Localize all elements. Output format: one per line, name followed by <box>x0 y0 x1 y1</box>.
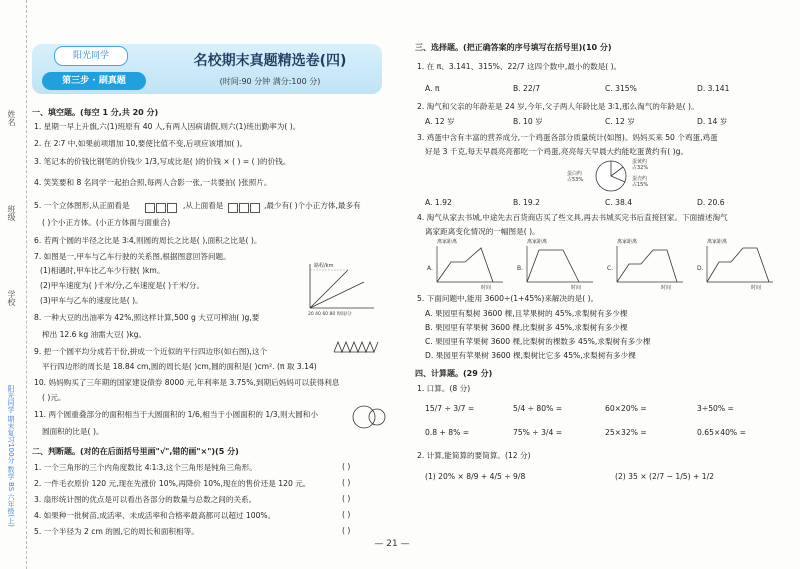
choice-1-d[interactable]: D. 3.141 <box>697 84 730 93</box>
judge-2-paren[interactable]: ( ) <box>342 478 351 487</box>
question-7-c: (3)甲车与乙车的速度比是( )。 <box>40 296 143 305</box>
oral-5: 0.8 + 8% = <box>425 428 470 437</box>
calc-oral: 1. 口算。(8 分) <box>417 384 471 393</box>
section-calc: 四、计算题。(29 分) <box>415 369 493 378</box>
judge-5: 5. 一个半径为 2 cm 的圆,它的周长和面积相等。 <box>34 527 199 536</box>
svg-text:D.: D. <box>697 265 704 272</box>
choice-2-b[interactable]: B. 10 岁 <box>513 117 543 126</box>
graph-b[interactable] <box>517 238 593 291</box>
judge-3-paren[interactable]: ( ) <box>342 494 351 503</box>
calc-simplify: 2. 计算,能简算的要简算。(12 分) <box>417 451 531 460</box>
pie-label-yolk-pct: 占32% <box>632 165 649 171</box>
question-3: 3. 笔记本的价钱比钢笔的价钱少 1/3,写成比是( )的价钱 × ( ) = ( )的价钱。 <box>34 157 291 166</box>
oral-4: 3÷50% = <box>697 404 734 413</box>
choice-2-a[interactable]: A. 12 岁 <box>425 117 455 126</box>
class-label: 班级 <box>7 205 16 221</box>
egg-pie-chart <box>565 158 655 194</box>
choice-2-c[interactable]: C. 12 岁 <box>605 117 635 126</box>
binding-margin <box>0 0 27 569</box>
choice-3-c[interactable]: C. 38.4 <box>605 198 633 207</box>
choice-4-b: 离家距离变化情况的一幅图是( )。 <box>425 227 540 236</box>
choice-5-d[interactable]: D. 果园里有苹果树 3600 棵,梨树比它多 45%,求梨树有多少棵 <box>425 351 636 360</box>
question-11-b: 圆面积的比是( )。 <box>42 427 104 436</box>
question-7: 7. 如图是一,甲车与乙车行驶的关系图,根据图意回答问题。 <box>34 252 231 261</box>
question-9-b: 平行四边形的周长是 18.84 cm,圆的周长是( )cm,圆的面积是( )cm². (π 取 3.14) <box>42 362 317 371</box>
choice-1-c[interactable]: C. 315% <box>605 84 637 93</box>
question-10-b: ( )元。 <box>42 393 66 402</box>
question-4: 4. 笑笑要和 8 名同学一起拍合照,每两人合影一张,一共要拍( )张照片。 <box>34 178 272 187</box>
judge-1: 1. 一个三角形的三个内角度数比 4∶1∶3,这个三角形是钝角三角形。 <box>34 463 257 472</box>
oral-7: 25×32% = <box>605 428 647 437</box>
travel-graph-ylabel: 路程/km <box>314 263 334 269</box>
svg-text:离家距离: 离家距离 <box>617 239 638 245</box>
choice-5-b[interactable]: B. 果园里有苹果树 3600 棵,比梨树多 45%,求梨树有多少棵 <box>425 323 628 332</box>
choice-3-b-opt[interactable]: B. 19.2 <box>513 198 540 207</box>
section-choice: 三、选择题。(把正确答案的序号填写在括号里)(10 分) <box>415 43 612 52</box>
question-9: 9. 把一个圆平均分成若干份,拼成一个近似的平行四边形(如右图),这个 <box>34 347 268 356</box>
judge-4: 4. 如果种一批树苗,成活率、未成活率和合格率最高都可以超过 100%。 <box>34 511 276 520</box>
judge-4-paren[interactable]: ( ) <box>342 510 351 519</box>
svg-text:C.: C. <box>607 265 614 272</box>
choice-5-c[interactable]: C. 果园里有苹果树 3600 棵,比梨树的棵数多 45%,求梨树有多少棵 <box>425 337 651 346</box>
judge-5-paren[interactable]: ( ) <box>342 526 351 535</box>
question-11: 11. 两个圆重叠部分的面积相当于大圆面积的 1/6,相当于小圆面积的 1/3,则大圆和小 <box>34 410 318 419</box>
question-10: 10. 妈妈购买了三年期的国家建设债券 8000 元,年利率是 3.75%,到期后妈妈可以获得利息 <box>34 378 340 387</box>
page-title: 名校期末真题精选卷(四) <box>193 53 347 69</box>
section-judge: 二、判断题。(对的在后面括号里画"√",错的画"×")(5 分) <box>32 447 239 456</box>
oral-6: 75% ÷ 3/4 = <box>513 428 563 437</box>
question-1: 1. 星期一早上升旗,六(1)班原有 40 人,有两人因病请假,则六(1)班出勤率为( )。 <box>34 122 301 131</box>
pie-label-white: 蛋白约 <box>567 171 583 177</box>
svg-text:时间: 时间 <box>571 285 582 291</box>
pie-label-shell-pct: 占15% <box>632 182 649 188</box>
step-badge: 第三步 · 刷真题 <box>42 72 146 90</box>
parallelogram-figure <box>332 340 380 354</box>
school-label: 学校 <box>7 290 16 306</box>
name-label: 姓名 <box>7 110 16 126</box>
choice-3-b: 好是 3 千克,每天早晨亮亮都吃一个鸡蛋,亮亮每天早晨大约能吃蛋黄约有( )g。 <box>425 147 689 156</box>
judge-1-paren[interactable]: ( ) <box>342 462 351 471</box>
choice-4: 4. 淘气从家去书城,中途先去百货商店买了些文具,再去书城买完书后直接回家。下面描述淘气 <box>417 213 728 222</box>
judge-3: 3. 扇形统计图的优点是可以看出各部分的数量与总数之间的关系。 <box>34 495 257 504</box>
overlapping-circles-figure <box>350 404 388 430</box>
svg-text:B.: B. <box>517 265 524 272</box>
choice-2-d[interactable]: D. 14 岁 <box>697 117 728 126</box>
oral-3: 60×20% = <box>605 404 647 413</box>
svg-text:时间: 时间 <box>751 285 762 291</box>
oral-8: 0.65×40% = <box>697 428 746 437</box>
svg-text:时间: 时间 <box>481 285 492 291</box>
question-5-note: ( )个小正方体。(小正方体面与面重合) <box>42 218 171 227</box>
top-view-figure <box>228 197 261 216</box>
brand-logo: 阳光同学 <box>54 46 128 66</box>
choice-3-d[interactable]: D. 20.6 <box>697 198 725 207</box>
svg-text:离家距离: 离家距离 <box>707 239 728 245</box>
question-6: 6. 若两个圆的半径之比是 3∶4,则圆的周长之比是( ),面积之比是( )。 <box>34 236 262 245</box>
choice-5-a[interactable]: A. 果园里有梨树 3600 棵,且苹果树的 45%,求梨树有多少棵 <box>425 309 628 318</box>
graph-d[interactable] <box>697 238 773 291</box>
graph-a[interactable] <box>427 238 503 291</box>
choice-1: 1. 在 π、3.141、315%、22/7 这四个数中,最小的数是( )。 <box>417 62 622 71</box>
svg-text:A.: A. <box>427 265 433 272</box>
choice-1-b[interactable]: B. 22/7 <box>513 84 541 93</box>
oral-2: 5/4 ÷ 80% = <box>513 404 563 413</box>
choice-5: 5. 下面问题中,能用 3600÷(1+45%)来解决的是( )。 <box>417 294 599 303</box>
calc-2: (2) 35 × (2/7 − 1/5) + 1/2 <box>615 472 714 481</box>
svg-text:时间: 时间 <box>661 285 672 291</box>
travel-graph-xlabel: 20 40 60 80 时间/分 <box>308 312 352 317</box>
travel-graph <box>294 260 378 317</box>
question-7-a: (1)相遇时,甲车比乙车少行驶( )km。 <box>40 266 165 275</box>
distance-graphs <box>423 238 783 290</box>
pie-label-shell: 蛋壳约 <box>632 176 648 182</box>
pie-label-yolk: 蛋黄约 <box>632 159 648 165</box>
question-5-count: ,最少有( )个小正方体,最多有 <box>264 201 361 210</box>
spine-text: 阳光同学 期末复习100分 数学 BS 六年级(上) <box>7 385 15 527</box>
svg-text:离家距离: 离家距离 <box>437 239 458 245</box>
exam-meta: (时间:90 分钟 满分:100 分) <box>219 77 321 86</box>
choice-1-a[interactable]: A. π <box>425 84 440 93</box>
svg-text:离家距离: 离家距离 <box>527 239 548 245</box>
choice-3: 3. 鸡蛋中含有丰富的营养成分,一个鸡蛋各部分质量统计(如图)。妈妈买来 50 个鸡蛋,鸡蛋 <box>417 133 718 142</box>
oral-1: 15/7 ÷ 3/7 = <box>425 404 475 413</box>
section-fill-blank: 一、填空题。(每空 1 分,共 20 分) <box>32 108 159 117</box>
front-view-figure <box>145 197 178 216</box>
choice-2: 2. 淘气和父亲的年龄差是 24 岁,今年,父子两人年龄比是 3∶1,那么淘气的年龄是( )。 <box>417 102 699 111</box>
pie-label-white-pct: 占53% <box>567 177 584 183</box>
calc-1: (1) 20% × 8/9 + 4/5 ÷ 9/8 <box>425 472 526 481</box>
judge-2: 2. 一件毛衣原价 120 元,现在先涨价 10%,再降价 10%,现在的售价还是 120 元。 <box>34 479 311 488</box>
question-7-b: (2)甲车速度为( )千米/分,乙车速度是( )千米/分。 <box>40 281 205 290</box>
graph-c[interactable] <box>607 238 683 291</box>
question-8: 8. 一种大豆的出油率为 42%,照这样计算,500 g 大豆可榨油( )g,要 <box>34 313 260 322</box>
page-number: — 21 — <box>374 539 410 549</box>
question-5: 5. 一个立体图形,从正面看是 <box>34 201 130 210</box>
choice-3-a[interactable]: A. 1.92 <box>425 198 452 207</box>
question-2: 2. 在 2∶7 中,如果前项增加 10,要使比值不变,后项应该增加( )。 <box>34 139 248 148</box>
question-8-b: 榨出 12.6 kg 油需大豆( )kg。 <box>42 330 147 339</box>
question-5-top: ,从上面看是 <box>183 201 224 210</box>
